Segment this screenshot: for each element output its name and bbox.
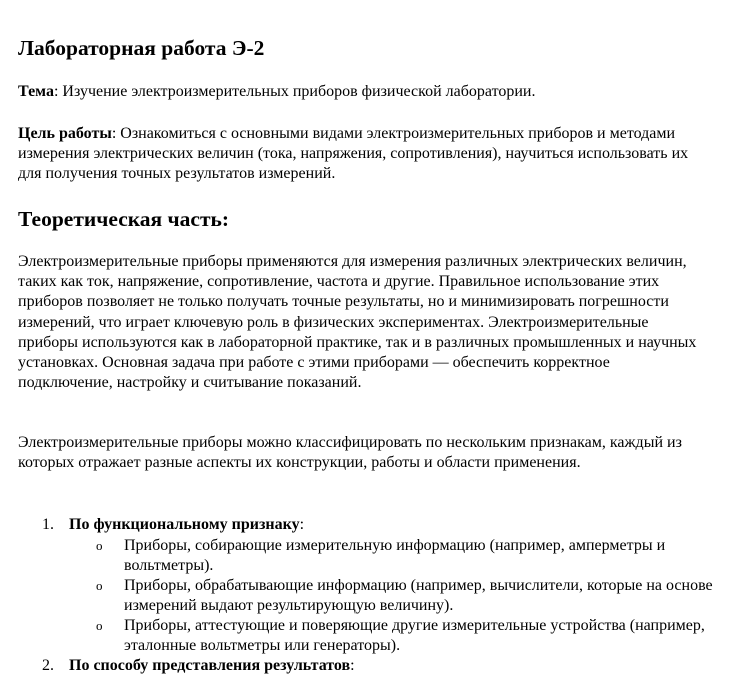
- theory-paragraph-2: Электроизмерительные приборы можно классифицировать по нескольким признакам, каждый из которых отражает разные аспекты их конструкции, работы и области применения.: [18, 434, 682, 472]
- theory-heading: Теоретическая часть:: [18, 207, 230, 231]
- sub-list-item-text: Приборы, собирающие измерительную информацию (например, амперметры и вольтметры).: [124, 537, 666, 575]
- list-item-text: [69, 515, 304, 535]
- goal-label: Цель работы: [18, 125, 112, 142]
- list-item-text: [69, 656, 355, 676]
- sub-list-item-text: Приборы, аттестующие и поверяющие другие измерительные устройства (например, эталонные вольтметры или генераторы).: [124, 617, 705, 655]
- document-title: Лабораторная работа Э-2: [18, 36, 265, 60]
- theory-paragraph-1: Электроизмерительные приборы применяются для измерения различных электрических величин, таких как ток, напряжение, сопротивление, частота и другие. Правильное использование этих приборов позволяет не только получать точные результаты, но и минимизировать погрешности измерений, что играет ключевую роль в физических экспериментах. Электроизмерительные приборы используются как в лабораторной практике, так и в различных промышленных и научных установках. Основная задача при работе с этими приборами — обеспечить корректное подключение, настройку и считывание показаний.: [18, 253, 697, 392]
- goal-text: : Ознакомиться с основными видами электроизмерительных приборов и методами измерения электрических величин (тока, напряжения, сопротивления), научиться использовать их для получения точных результатов измерений.: [18, 125, 689, 183]
- topic-text: : Изучение электроизмерительных приборов физической лаборатории.: [53, 83, 536, 100]
- circle-bullet-icon: o: [96, 538, 103, 553]
- list-item-label: По способу представления результатов: [69, 657, 351, 674]
- list-item-suffix: :: [350, 657, 355, 674]
- goal-paragraph: [18, 124, 708, 185]
- list-item-number: 1.: [42, 516, 54, 533]
- circle-bullet-icon: o: [96, 578, 103, 593]
- circle-bullet-icon: o: [96, 618, 103, 633]
- topic-paragraph: [18, 82, 708, 102]
- topic-label: Тема: [18, 83, 54, 100]
- list-item-suffix: :: [299, 516, 305, 533]
- list-item-label: По функциональному признаку: [69, 516, 300, 533]
- list-item-number: 2.: [42, 657, 54, 674]
- sub-list-item-text: Приборы, обрабатывающие информацию (например, вычислители, которые на основе измерений выдают результирующую величину).: [124, 577, 713, 615]
